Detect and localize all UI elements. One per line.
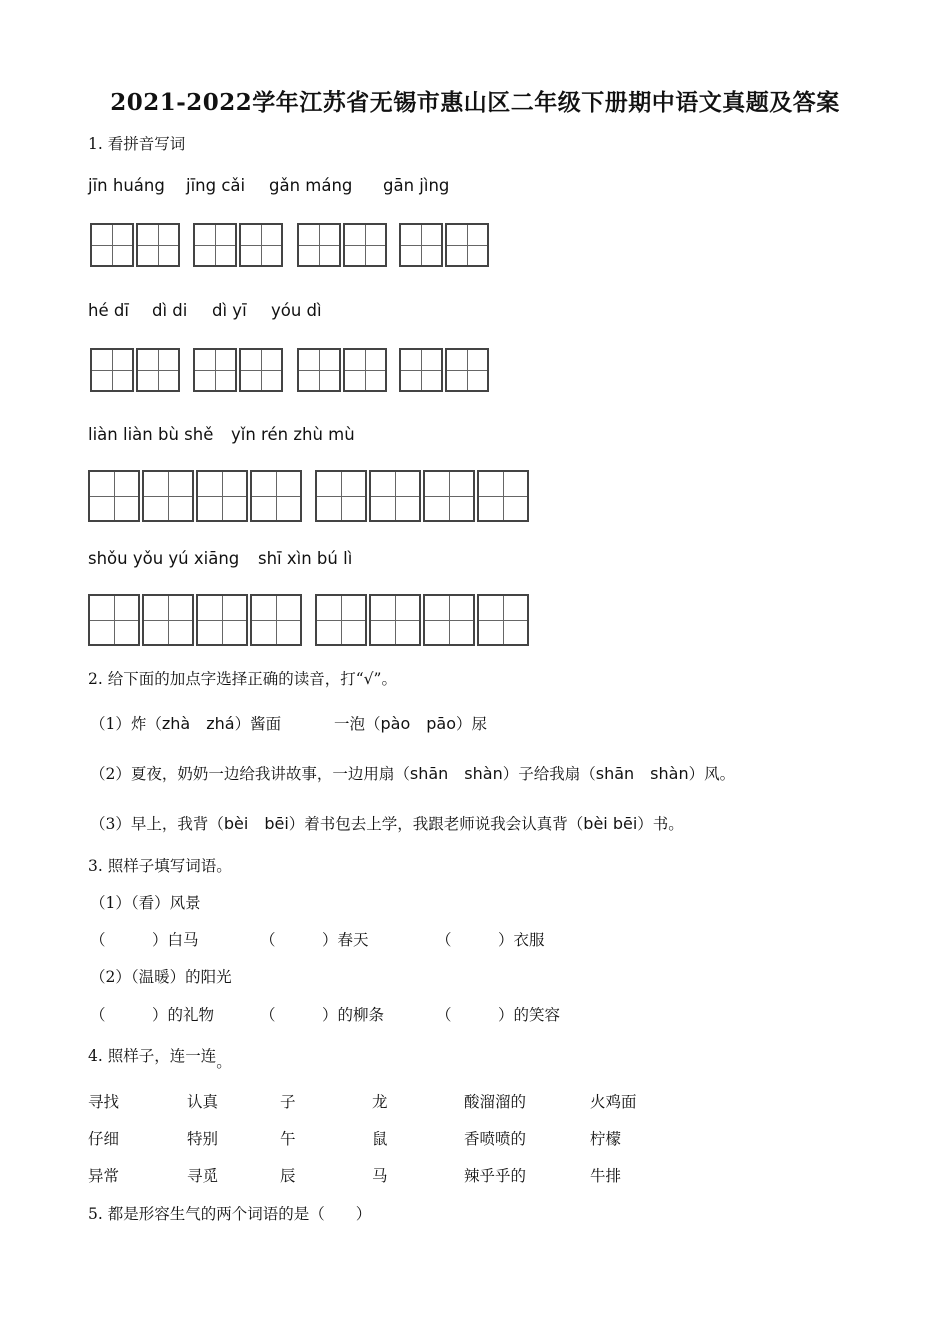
pinyin-jin-huang: jīn huáng (88, 176, 165, 195)
question-5-label: 5. 都是形容生气的两个词语的是（ ） (88, 1205, 372, 1223)
pinyin-gan-mang: gǎn máng (269, 176, 353, 195)
q3-blank-baima[interactable]: （ ）白马 (90, 931, 199, 949)
match-word-chen[interactable]: 辰 (280, 1167, 296, 1185)
q3-blank-liutiao[interactable]: （ ）的柳条 (260, 1006, 385, 1024)
match-word-huojimian[interactable]: 火鸡面 (590, 1093, 637, 1111)
writing-grid-jingcai[interactable] (193, 223, 285, 267)
pinyin-choice-bei-2[interactable]: bèi bēi (583, 814, 638, 833)
question-4-label: 4. 照样子，连一连。 (88, 1047, 232, 1071)
match-word-long[interactable]: 龙 (372, 1093, 388, 1111)
writing-grid-youdi[interactable] (399, 348, 491, 392)
match-word-suanliuliu[interactable]: 酸溜溜的 (464, 1093, 527, 1111)
pinyin-choice-shan-1[interactable]: shān shàn (409, 764, 503, 783)
pinyin-lian-lian-bu-she: liàn liàn bù shě (88, 425, 214, 444)
match-word-yichang[interactable]: 异常 (88, 1167, 120, 1185)
page-title: 2021-2022学年江苏省无锡市惠山区二年级下册期中语文真题及答案 (110, 89, 840, 116)
q3-example-2: （2）（温暖）的阳光 (90, 968, 232, 986)
writing-grid-yinrenzhumu[interactable] (315, 470, 531, 522)
writing-grid-diyi[interactable] (297, 348, 389, 392)
match-word-renzhen[interactable]: 认真 (187, 1093, 219, 1111)
writing-grid-shouyouyuxiang[interactable] (88, 594, 304, 646)
q3-blank-liwu[interactable]: （ ）的礼物 (90, 1006, 215, 1024)
writing-grid-hedi[interactable] (90, 348, 182, 392)
pinyin-choice-pao[interactable]: pào pāo (380, 714, 457, 733)
pinyin-di-di: dì di (152, 301, 188, 320)
pinyin-shi-xin-bu-li: shī xìn bú lì (258, 549, 353, 568)
match-word-wu[interactable]: 午 (280, 1130, 296, 1148)
match-word-ma[interactable]: 马 (372, 1167, 388, 1185)
match-word-xiangpenpen[interactable]: 香喷喷的 (464, 1130, 527, 1148)
writing-grid-ganmang[interactable] (297, 223, 389, 267)
match-word-xunzhao[interactable]: 寻找 (88, 1093, 120, 1111)
q3-blank-chuntian[interactable]: （ ）春天 (260, 931, 369, 949)
q2-line-2: （2）夏夜，奶奶一边给我讲故事，一边用扇（shān shàn）子给我扇（shān shàn）风。 (90, 764, 736, 783)
match-word-ningmeng[interactable]: 柠檬 (590, 1130, 622, 1148)
pinyin-yin-ren-zhu-mu: yǐn rén zhù mù (231, 425, 355, 444)
pinyin-he-di: hé dī (88, 301, 129, 320)
pinyin-you-di: yóu dì (271, 301, 322, 320)
match-word-lahuhu[interactable]: 辣乎乎的 (464, 1167, 527, 1185)
match-word-niupai[interactable]: 牛排 (590, 1167, 622, 1185)
q3-example-1: （1）（看）风景 (90, 894, 201, 912)
q3-blank-xiaorong[interactable]: （ ）的笑容 (436, 1006, 561, 1024)
match-word-zixi[interactable]: 仔细 (88, 1130, 120, 1148)
pinyin-choice-shan-2[interactable]: shān shàn (595, 764, 689, 783)
q2-line-3: （3）早上，我背（bèi bēi）着书包去上学，我跟老师说我会认真背（bèi bēi）书。 (90, 814, 684, 833)
pinyin-shou-you-yu-xiang: shǒu yǒu yú xiāng (88, 549, 240, 568)
writing-grid-lianlianbushe[interactable] (88, 470, 304, 522)
question-1-label: 1. 看拼音写词 (88, 135, 186, 153)
writing-grid-jinhuang[interactable] (90, 223, 182, 267)
pinyin-choice-zha[interactable]: zhà zhá (161, 714, 235, 733)
question-2-label: 2. 给下面的加点字选择正确的读音，打“√”。 (88, 670, 397, 688)
pinyin-gan-jing: gān jìng (383, 176, 450, 195)
writing-grid-ganjing[interactable] (399, 223, 491, 267)
match-word-shu[interactable]: 鼠 (372, 1130, 388, 1148)
pinyin-choice-bei-1[interactable]: bèi bēi (223, 814, 289, 833)
writing-grid-didi[interactable] (193, 348, 285, 392)
pinyin-di-yi: dì yī (212, 301, 247, 320)
match-word-xunmi[interactable]: 寻觅 (187, 1167, 219, 1185)
q2-line-1b: 一泡（pào pāo）尿 (334, 714, 488, 733)
writing-grid-shixinbuli[interactable] (315, 594, 531, 646)
match-word-tebie[interactable]: 特别 (187, 1130, 219, 1148)
pinyin-jing-cai: jīng cǎi (186, 176, 246, 195)
q3-blank-yifu[interactable]: （ ）衣服 (436, 931, 545, 949)
question-3-label: 3. 照样子填写词语。 (88, 857, 232, 875)
q2-line-1a: （1）炸（zhà zhá）酱面 (90, 714, 282, 733)
match-word-zi[interactable]: 子 (280, 1093, 296, 1111)
